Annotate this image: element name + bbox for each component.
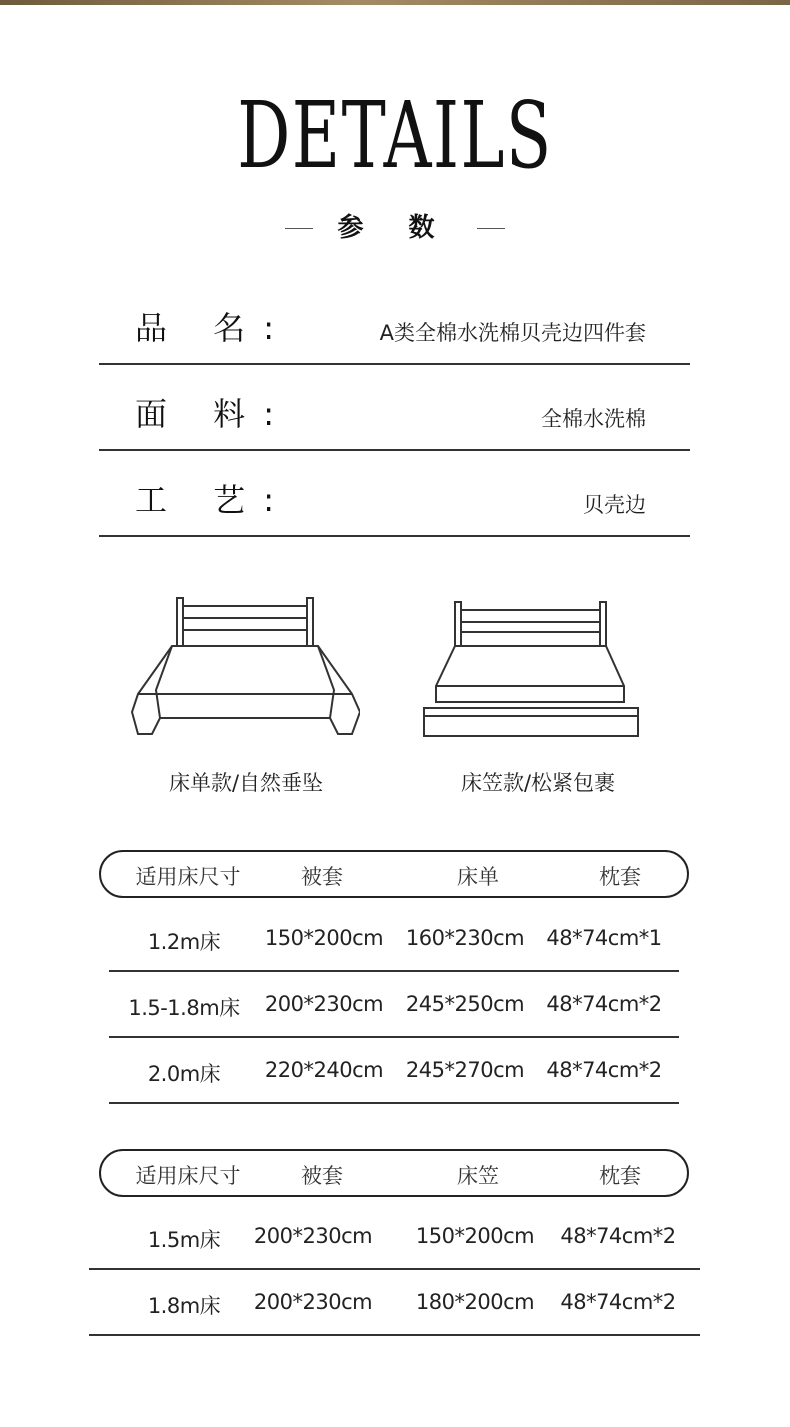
table-cell: 48*74cm*2 [546, 1058, 662, 1082]
column-header: 床笠 [457, 1164, 499, 1188]
table-row [109, 972, 679, 1038]
subtitle-text: 参 数 [337, 213, 453, 243]
param-row-fabric [99, 363, 690, 451]
column-header: 被套 [301, 865, 343, 889]
table-row [109, 1038, 679, 1104]
table-cell: 245*250cm [405, 992, 525, 1016]
table-flat-header [99, 850, 689, 898]
section-subtitle [0, 207, 790, 244]
table-cell: 200*230cm [253, 1224, 373, 1248]
param-label: 面 料: [135, 395, 274, 433]
bed-caption-flat: 床单款/自然垂坠 [168, 771, 324, 795]
fitted-sheet-bed-icon [420, 598, 642, 740]
param-value: A类全棉水洗棉贝壳边四件套 [379, 321, 646, 345]
param-value: 全棉水洗棉 [541, 407, 646, 431]
table-cell: 245*270cm [405, 1058, 525, 1082]
param-row-craft [99, 449, 690, 537]
param-value: 贝壳边 [583, 493, 646, 517]
page-title: DETAILS [237, 82, 553, 189]
table-cell: 180*200cm [415, 1290, 535, 1314]
param-label: 品 名: [135, 309, 274, 347]
table-cell: 220*240cm [264, 1058, 384, 1082]
table-row [89, 1270, 700, 1336]
table-cell: 150*200cm [264, 926, 384, 950]
table-row [109, 906, 679, 972]
table-cell: 48*74cm*2 [560, 1290, 676, 1314]
column-header: 枕套 [599, 865, 641, 889]
column-header: 适用床尺寸 [135, 1164, 241, 1188]
right-dash [477, 228, 505, 229]
table-row [89, 1204, 700, 1270]
table-cell: 2.0m床 [147, 1062, 221, 1086]
column-header: 枕套 [599, 1164, 641, 1188]
table-cell: 48*74cm*1 [546, 926, 662, 950]
left-dash [285, 228, 313, 229]
table-cell: 1.8m床 [147, 1294, 221, 1318]
table-fitted-header [99, 1149, 689, 1197]
param-row-name [99, 277, 690, 365]
column-header: 被套 [301, 1164, 343, 1188]
table-cell: 1.5m床 [147, 1228, 221, 1252]
column-header: 床单 [457, 865, 499, 889]
table-cell: 1.2m床 [147, 930, 221, 954]
param-label: 工 艺: [135, 481, 274, 519]
table-cell: 48*74cm*2 [560, 1224, 676, 1248]
table-cell: 150*200cm [415, 1224, 535, 1248]
column-header: 适用床尺寸 [135, 865, 241, 889]
table-cell: 1.5-1.8m床 [128, 996, 240, 1020]
flat-sheet-bed-icon [130, 594, 360, 744]
table-cell: 200*230cm [264, 992, 384, 1016]
table-cell: 160*230cm [405, 926, 525, 950]
top-accent-bar [0, 0, 790, 5]
table-cell: 200*230cm [253, 1290, 373, 1314]
bed-caption-fitted: 床笠款/松紧包裹 [460, 771, 616, 795]
table-cell: 48*74cm*2 [546, 992, 662, 1016]
